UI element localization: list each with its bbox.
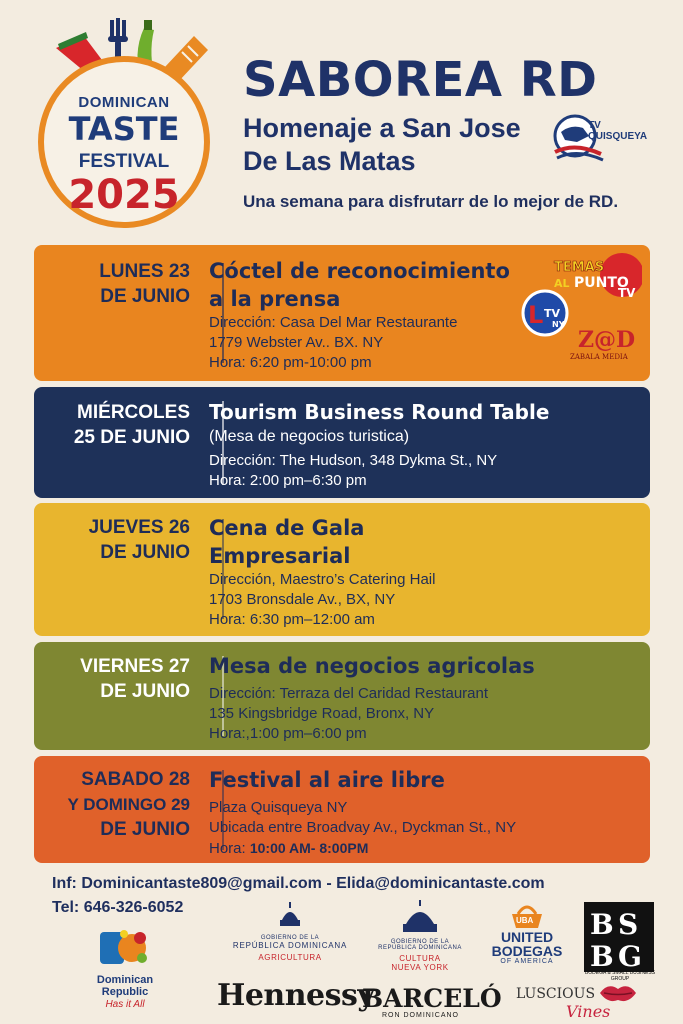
event-date bbox=[34, 515, 190, 565]
svg-text:L: L bbox=[528, 301, 544, 329]
uba-line-2: BODEGAS bbox=[491, 943, 563, 959]
event-card-5 bbox=[34, 756, 650, 863]
hennessy-logo: Hennessy bbox=[217, 978, 375, 1013]
dr-logo-line-2: Republic bbox=[101, 986, 149, 998]
event-address: Ubicada entre Broadvay Av., Dyckman St., NY bbox=[209, 819, 517, 836]
page-title: SABOREA RD bbox=[243, 52, 598, 108]
cultura-logo bbox=[366, 900, 474, 972]
agri-line-3: AGRICULTURA bbox=[258, 953, 322, 962]
svg-text:B: B bbox=[590, 908, 614, 941]
svg-text:TV: TV bbox=[544, 307, 561, 320]
svg-text:NY: NY bbox=[552, 320, 565, 329]
event-time-value: 10:00 AM- 8:00PM bbox=[249, 840, 369, 856]
event-date bbox=[34, 767, 190, 842]
tv-label-1: TV bbox=[588, 120, 601, 131]
event-address-2: 1779 Webster Av.. BX. NY bbox=[209, 334, 384, 351]
bsbg-logo-icon bbox=[584, 902, 654, 972]
event-name-line-1: Cena de Gala bbox=[209, 516, 365, 540]
uba-line-1: UNITED bbox=[500, 929, 554, 945]
tagline: Una semana para disfrutarr de lo mejor de RD. bbox=[243, 192, 619, 211]
event-time: Hora: 6:20 pm-10:00 pm bbox=[209, 354, 372, 371]
dr-logo-line-1: Dominican bbox=[96, 974, 154, 986]
cult-line-1: GOBIERNO DE LA bbox=[390, 939, 450, 945]
contact-info: Inf: Dominicantaste809@gmail.com - Elida@dominicantaste.com bbox=[52, 875, 545, 892]
event-address: Dirección: Casa Del Mar Restaurante bbox=[209, 314, 458, 331]
vines-text: Vines bbox=[566, 1002, 611, 1021]
event-name bbox=[209, 514, 364, 570]
bsbg-subtitle: BODEGA & SMALL BUSINESS GROUP bbox=[584, 970, 656, 982]
cult-line-3: CULTURA bbox=[399, 954, 441, 963]
logo-year: 2025 bbox=[68, 172, 180, 218]
svg-text:TV: TV bbox=[618, 286, 636, 299]
event-time: Hora: 6:30 pm–12:00 am bbox=[209, 611, 375, 628]
event-date-line-1: VIERNES 27 bbox=[80, 656, 190, 677]
event-card-2 bbox=[34, 387, 650, 498]
dominican-republic-logo bbox=[80, 924, 170, 1016]
event-name: Tourism Business Round Table bbox=[209, 400, 550, 424]
event-subtitle: (Mesa de negocios turistica) bbox=[209, 428, 410, 445]
event-date-line-1: LUNES 23 bbox=[99, 261, 190, 282]
event-address: Dirección: Terraza del Caridad Restaurant bbox=[209, 685, 489, 702]
agricultura-logo bbox=[222, 900, 358, 962]
tv-quisqueya-label bbox=[588, 120, 647, 142]
uba-badge: UBA bbox=[516, 916, 534, 925]
barcelo-subtitle: RON DOMINICANO bbox=[382, 1012, 459, 1019]
event-date-line-2: Y DOMINGO 29 bbox=[67, 795, 190, 814]
subtitle-line-2: De Las Matas bbox=[243, 146, 416, 176]
svg-text:S: S bbox=[618, 908, 639, 941]
agri-line-1: GOBIERNO DE LA bbox=[260, 935, 320, 941]
event-name: Festival al aire libre bbox=[209, 768, 445, 792]
government-dome-icon bbox=[397, 900, 443, 934]
event-time: Hora: 2:00 pm–6:30 pm bbox=[209, 472, 367, 489]
festival-logo bbox=[34, 14, 214, 232]
event-name-line-2: Empresarial bbox=[209, 544, 351, 568]
event-card-3 bbox=[34, 503, 650, 636]
event-time bbox=[209, 838, 368, 859]
lips-icon bbox=[598, 982, 638, 1004]
event-name bbox=[209, 257, 510, 313]
government-dome-icon bbox=[275, 900, 305, 930]
event-name-line-2: a la prensa bbox=[209, 287, 341, 311]
event-address: Dirección: The Hudson, 348 Dykma St., NY bbox=[209, 452, 498, 469]
svg-text:B: B bbox=[590, 940, 614, 972]
agri-line-2: REPÚBLICA DOMINICANA bbox=[232, 941, 348, 950]
event-address-2: 1703 Bronsdale Av., BX, NY bbox=[209, 591, 396, 608]
event-date-line-1: MIÉRCOLES bbox=[77, 402, 190, 423]
event-date-line-1: SABADO 28 bbox=[81, 769, 190, 790]
event-address-2: 135 Kingsbridge Road, Bronx, NY bbox=[209, 705, 435, 722]
cult-line-2: REPÚBLICA DOMINICANA bbox=[378, 945, 462, 951]
united-bodegas-logo bbox=[486, 904, 568, 965]
event-name: Mesa de negocios agricolas bbox=[209, 654, 535, 678]
uba-line-3: OF AMERICA bbox=[500, 958, 554, 965]
page-subtitle bbox=[243, 112, 543, 178]
zabala-media-logo-icon bbox=[566, 319, 638, 363]
svg-text:AL: AL bbox=[554, 277, 570, 290]
event-date-line-3: DE JUNIO bbox=[100, 819, 190, 840]
event-card-1 bbox=[34, 245, 650, 381]
svg-text:ZABALA MEDIA: ZABALA MEDIA bbox=[570, 353, 628, 361]
event-card-4 bbox=[34, 642, 650, 750]
dr-logo-slogan: Has it All bbox=[105, 999, 145, 1010]
tv-label-2: QUISQUEYA bbox=[588, 131, 648, 142]
event-date-line-1: JUEVES 26 bbox=[88, 517, 190, 538]
dr-brand-icon bbox=[94, 924, 154, 970]
dr-logo-text bbox=[80, 974, 170, 998]
event-time-prefix: Hora: bbox=[209, 840, 246, 857]
cult-line-4: NUEVA YORK bbox=[391, 963, 449, 972]
event-date-line-2: DE JUNIO bbox=[100, 286, 190, 307]
event-date-line-2: DE JUNIO bbox=[100, 542, 190, 563]
logo-dominican: DOMINICAN bbox=[78, 94, 170, 111]
contact-tel: Tel: 646-326-6052 bbox=[52, 899, 184, 916]
luscious-vines-logo: LUSCIOUS bbox=[516, 986, 596, 1002]
logo-taste: TASTE bbox=[68, 110, 180, 148]
svg-text:Z@D: Z@D bbox=[578, 327, 636, 353]
event-time: Hora:,1:00 pm–6:00 pm bbox=[209, 725, 367, 742]
subtitle-line-1: Homenaje a San Jose bbox=[243, 113, 521, 143]
event-name-line-1: Cóctel de reconocimiento bbox=[209, 259, 510, 283]
event-date-line-2: DE JUNIO bbox=[100, 681, 190, 702]
event-date bbox=[34, 400, 190, 450]
event-location: Plaza Quisqueya NY bbox=[209, 799, 348, 816]
barcelo-logo: BARCELÓ bbox=[362, 984, 502, 1013]
svg-text:PUNTO: PUNTO bbox=[574, 275, 629, 291]
event-date-line-2: 25 DE JUNIO bbox=[73, 427, 190, 448]
event-date bbox=[34, 654, 190, 704]
logo-festival: FESTIVAL bbox=[78, 151, 170, 172]
event-address: Dirección, Maestro’s Catering Hail bbox=[209, 571, 436, 588]
event-date bbox=[34, 259, 190, 309]
svg-text:TEMAS: TEMAS bbox=[554, 260, 605, 275]
svg-text:G: G bbox=[618, 940, 642, 972]
